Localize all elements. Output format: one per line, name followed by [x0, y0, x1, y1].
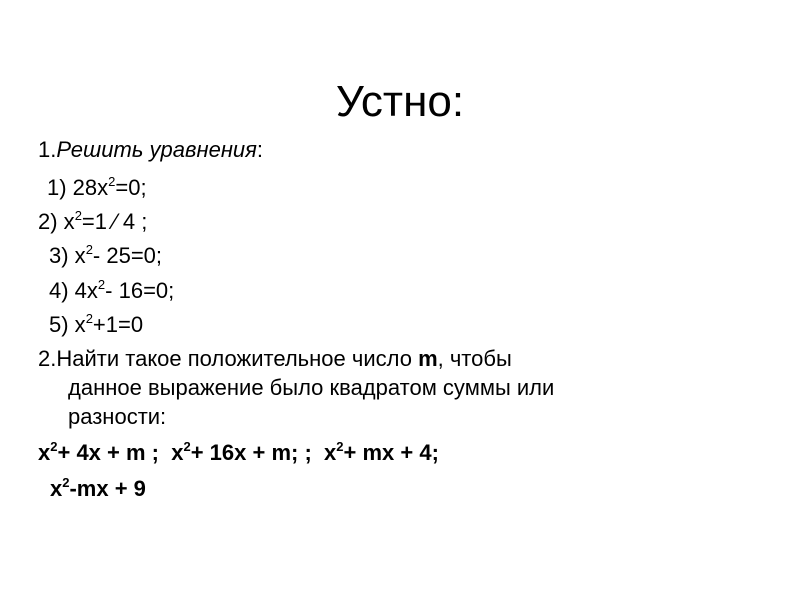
task1-heading [38, 136, 263, 164]
equation-3: 3) $x^2-$ 25=0; [49, 242, 163, 268]
equation-4: 4) $4x^2-$ 16=0; [49, 277, 175, 303]
task2-m: m [418, 346, 438, 371]
task1-label: Решить уравнения [56, 137, 257, 162]
task2-line-2: данное выражение было квадратом суммы или [68, 375, 555, 400]
task2-line-1: 2.Найти такое положительное число m, чтобы [38, 346, 512, 371]
task2-line-3: разности: [68, 404, 167, 429]
expressions-row-1 [38, 439, 439, 470]
task2-number: 2. [38, 346, 57, 371]
expression-1: $x^2+ 4x + m$ ; [38, 439, 159, 465]
slide-title: Устно: [335, 77, 465, 126]
equation-2: 2) $x^2=1$ ⁄ 4 ; [38, 208, 148, 234]
expression-2: $x^2+ 16x + m$; ; [171, 439, 312, 465]
task1-colon: : [256, 137, 264, 162]
equation-5: 5) $x^2+1=0$ [49, 311, 144, 337]
expressions-row-2 [50, 475, 146, 506]
expression-4: $x^2-mx + 9$ [50, 475, 146, 501]
equation-1: 1) $28x^2=0$; [47, 174, 147, 200]
expression-3: $x^2+$ mx + 4; [324, 439, 439, 465]
task1-number: 1. [38, 137, 57, 162]
